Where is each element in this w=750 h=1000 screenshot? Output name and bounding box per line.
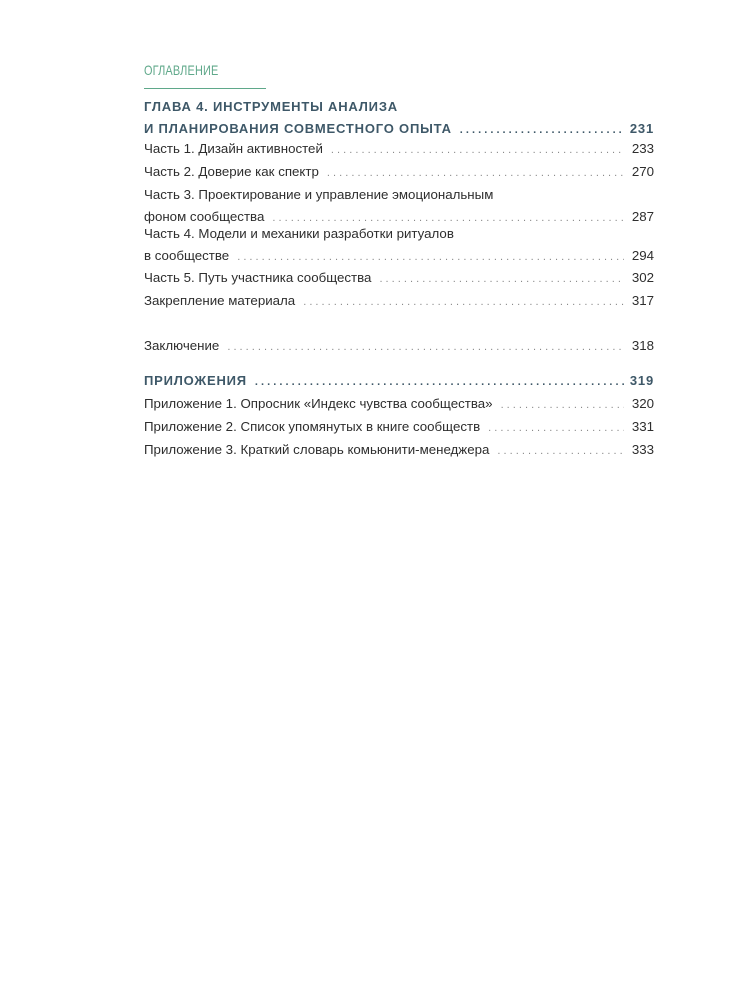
chapter-title-line-2: И ПЛАНИРОВАНИЯ СОВМЕСТНОГО ОПЫТА <box>144 121 452 136</box>
dot-leader <box>303 291 624 313</box>
chapter-title-line-1: ГЛАВА 4. ИНСТРУМЕНТЫ АНАЛИЗА <box>144 99 398 114</box>
toc-entry-appendices[interactable] <box>144 370 654 392</box>
dot-leader <box>379 268 624 290</box>
page-number: 319 <box>629 373 654 388</box>
toc-entry-part-1[interactable] <box>144 138 654 160</box>
page-number: 320 <box>631 396 654 411</box>
entry-title: Заключение <box>144 338 220 353</box>
page-number: 287 <box>631 209 654 224</box>
toc-entry-appendix-3[interactable] <box>144 439 654 461</box>
dot-leader <box>227 336 624 358</box>
toc-entry-conclusion[interactable] <box>144 335 654 357</box>
entry-title: Приложение 2. Список упомянутых в книге сообществ <box>144 419 481 434</box>
toc-entry-part-2[interactable] <box>144 161 654 183</box>
dot-leader <box>501 394 624 416</box>
dot-leader <box>331 139 624 161</box>
page-number: 317 <box>631 293 654 308</box>
entry-title-line-1: Часть 4. Модели и механики разработки ритуалов <box>144 226 454 241</box>
entry-title-line-2: фоном сообщества <box>144 209 265 224</box>
toc-entry-chapter-4[interactable] <box>144 96 654 140</box>
dot-leader <box>237 246 624 268</box>
toc-entry-part-4[interactable] <box>144 223 654 267</box>
header-divider <box>144 88 266 89</box>
entry-title: Часть 2. Доверие как спектр <box>144 164 319 179</box>
page-number: 231 <box>629 121 654 136</box>
entry-title: Приложение 1. Опросник «Индекс чувства сообщества» <box>144 396 493 411</box>
page-number: 331 <box>631 419 654 434</box>
page-number: 233 <box>631 141 654 156</box>
entry-title: Часть 5. Путь участника сообщества <box>144 270 372 285</box>
page-number: 270 <box>631 164 654 179</box>
section-title: ПРИЛОЖЕНИЯ <box>144 373 247 388</box>
entry-title-line-1: Часть 3. Проектирование и управление эмоциональным <box>144 187 494 202</box>
toc-entry-review[interactable] <box>144 290 654 312</box>
page-number: 302 <box>631 270 654 285</box>
page-number: 294 <box>631 248 654 263</box>
dot-leader <box>255 371 624 393</box>
dot-leader <box>327 162 624 184</box>
toc-header: ОГЛАВЛЕНИЕ <box>144 62 219 78</box>
entry-title: Часть 1. Дизайн активностей <box>144 141 323 156</box>
toc-entry-appendix-1[interactable] <box>144 393 654 415</box>
page-number: 333 <box>631 442 654 457</box>
entry-title: Закрепление материала <box>144 293 296 308</box>
toc-entry-part-5[interactable] <box>144 267 654 289</box>
page-number: 318 <box>631 338 654 353</box>
dot-leader <box>488 417 624 439</box>
entry-title: Приложение 3. Краткий словарь комьюнити-менеджера <box>144 442 490 457</box>
toc-entry-appendix-2[interactable] <box>144 416 654 438</box>
entry-title-line-2: в сообществе <box>144 248 230 263</box>
toc-entry-part-3[interactable] <box>144 184 654 228</box>
dot-leader <box>497 440 624 462</box>
